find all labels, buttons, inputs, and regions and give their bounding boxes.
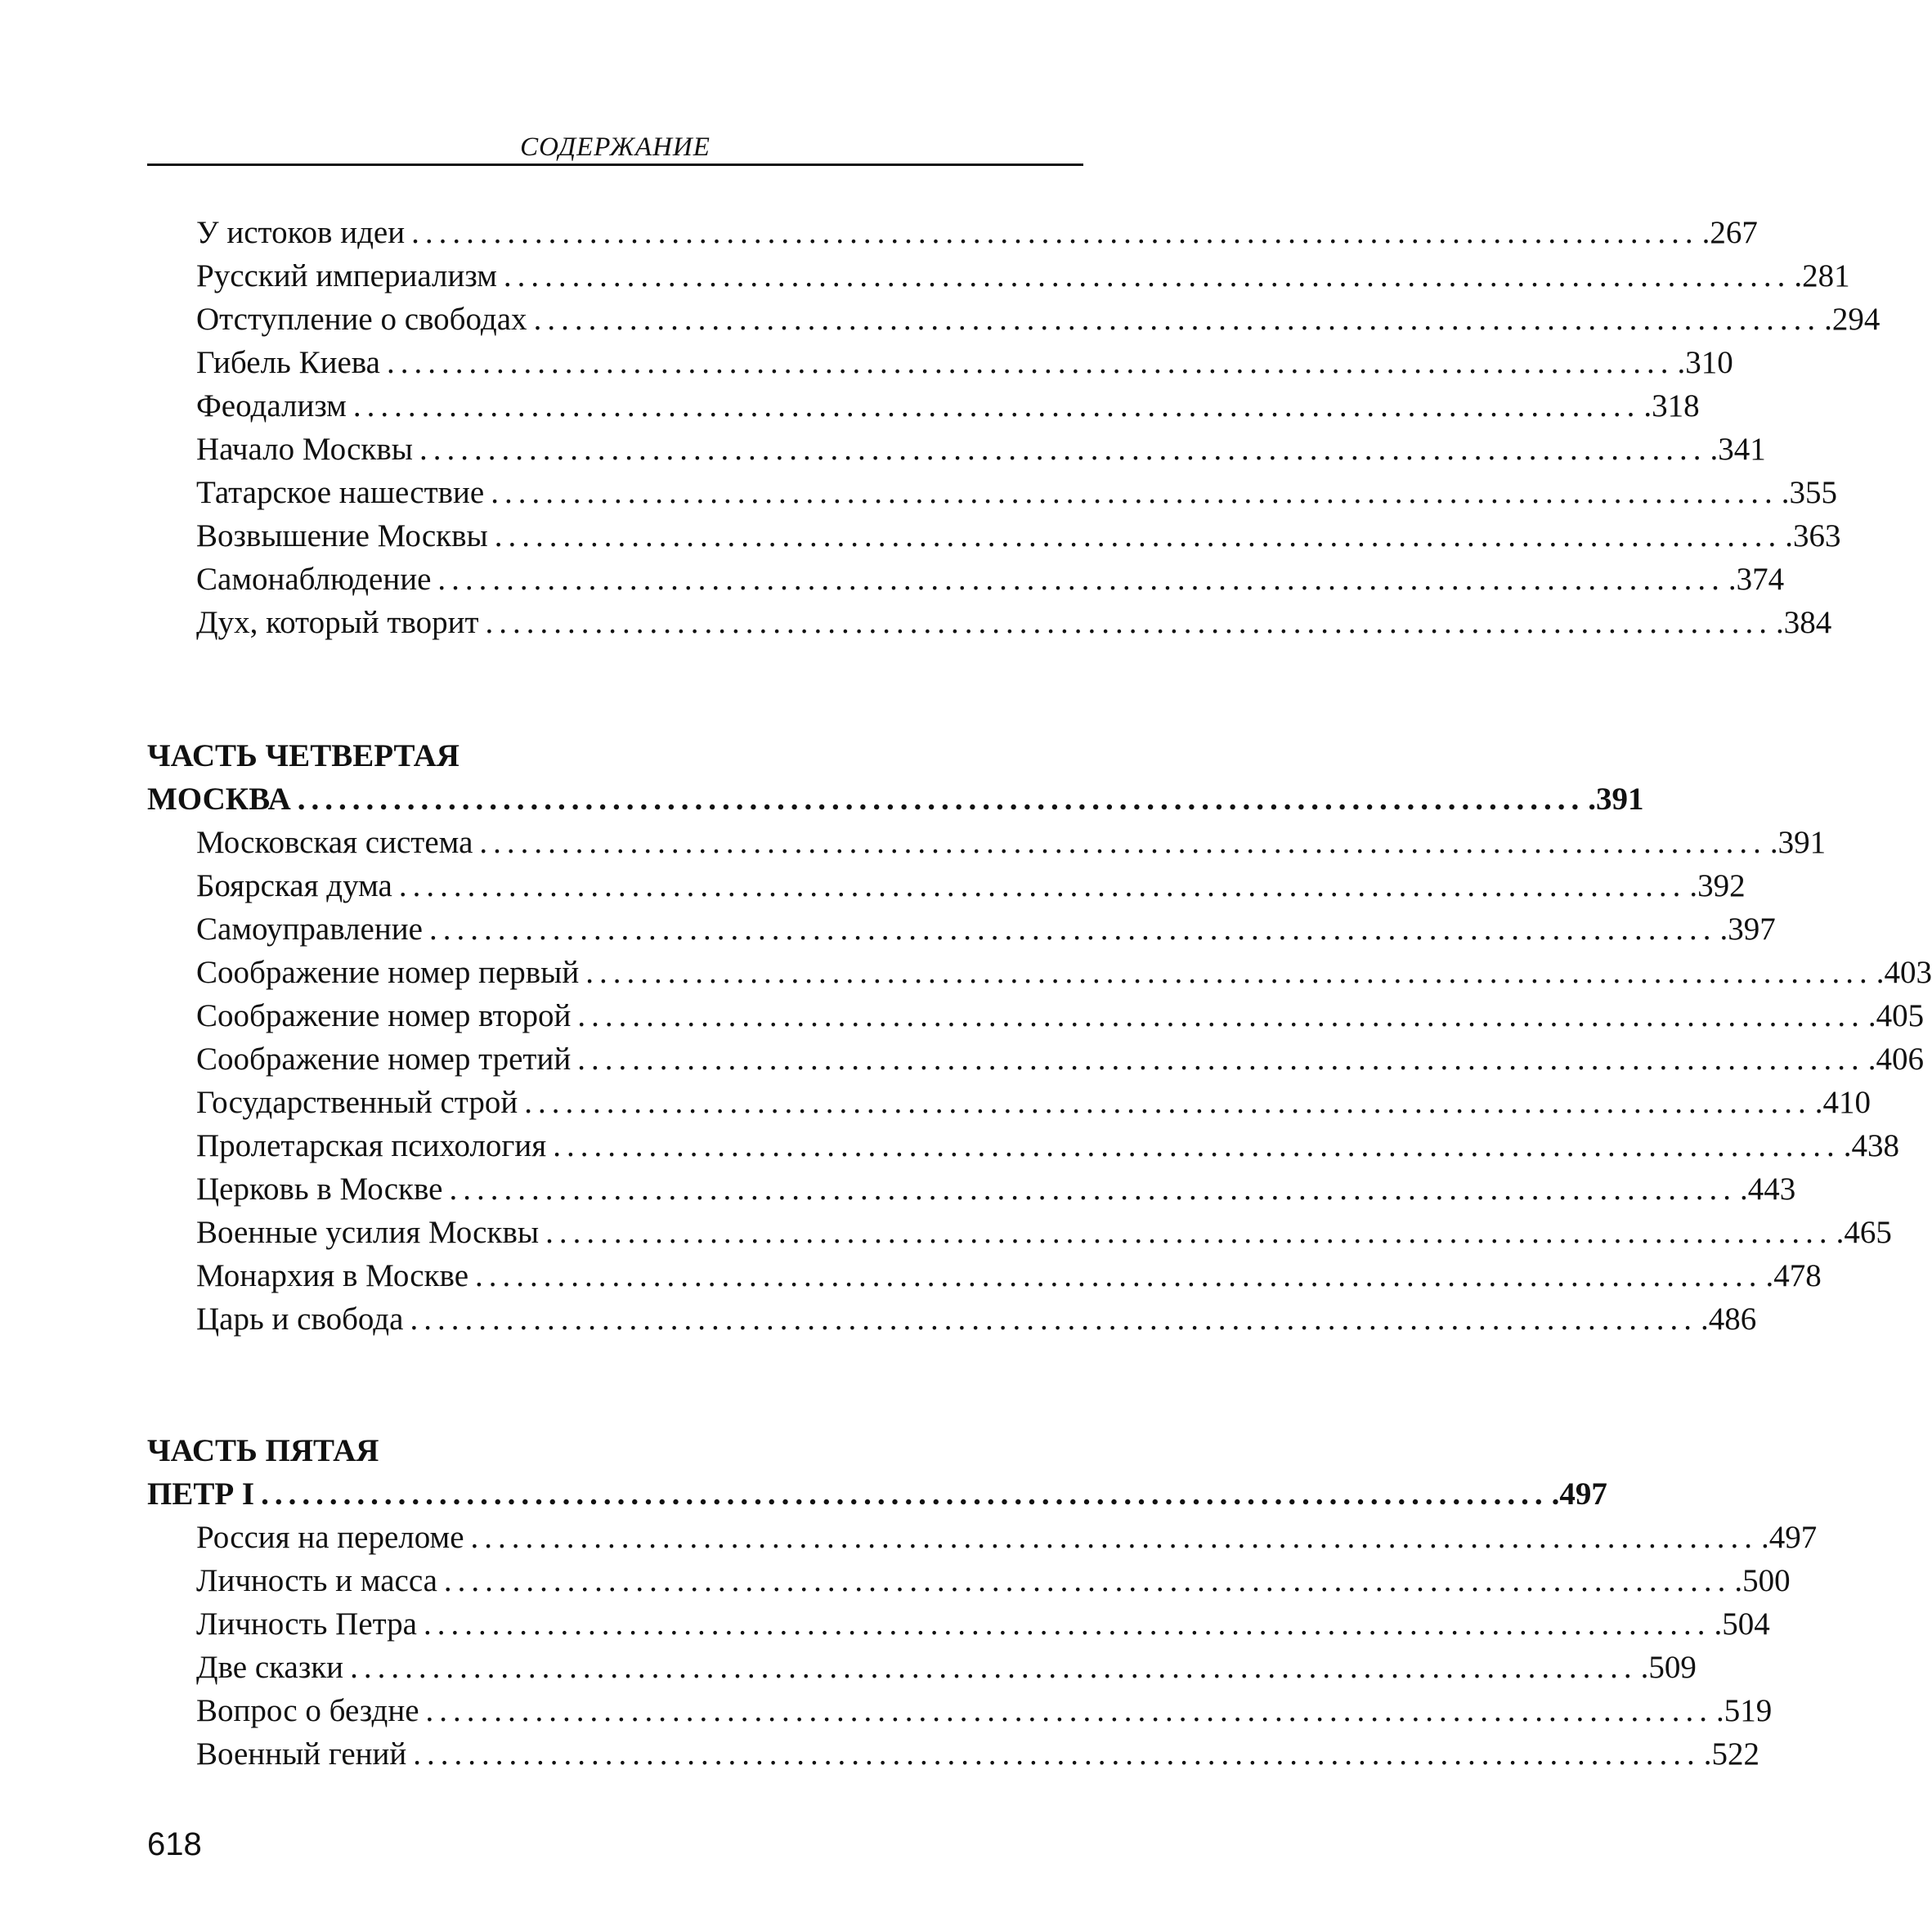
toc-entry: Начало Москвы .............................................................................................. .341 <box>196 432 1766 467</box>
toc-entry: Церковь в Москве .............................................................................................. .443 <box>196 1172 1796 1207</box>
toc-entry: Личность Петра .............................................................................................. .504 <box>196 1606 1770 1642</box>
toc-entry: Гибель Киева .............................................................................................. .310 <box>196 345 1733 380</box>
toc-entry: Соображение номер третий .............................................................................................. .406 <box>196 1042 1924 1077</box>
page-number: 618 <box>147 1826 202 1862</box>
toc-entry: Государственный строй .............................................................................................. .410 <box>196 1085 1871 1120</box>
running-head: СОДЕРЖАНИЕ <box>147 131 1083 166</box>
toc-entry: Татарское нашествие .............................................................................................. .355 <box>196 475 1837 510</box>
toc-entry: Русский империализм .............................................................................................. .281 <box>196 258 1850 293</box>
part-heading: ЧАСТЬ ПЯТАЯ <box>147 1433 379 1468</box>
toc-entry: Соображение номер первый .............................................................................................. .403 <box>196 955 1932 990</box>
toc-entry: Две сказки .............................................................................................. .509 <box>196 1650 1697 1685</box>
toc-entry: Боярская дума .............................................................................................. .392 <box>196 868 1746 903</box>
toc-entry: Пролетарская психология .............................................................................................. .438 <box>196 1128 1899 1163</box>
toc-chapter-entry: МОСКВА .............................................................................................. .391 <box>147 782 1644 817</box>
toc-entry: Самоуправление .............................................................................................. .397 <box>196 912 1776 947</box>
toc-entry: Феодализм .............................................................................................. .318 <box>196 388 1700 423</box>
toc-entry: Вопрос о бездне .............................................................................................. .519 <box>196 1693 1773 1728</box>
toc-section-continued <box>147 211 1880 644</box>
toc-entry: Самонаблюдение .............................................................................................. .374 <box>196 562 1785 597</box>
toc-chapter-entry: ПЕТР I .............................................................................................. .497 <box>147 1476 1607 1512</box>
toc-entry: Россия на переломе .............................................................................................. .497 <box>196 1520 1818 1555</box>
toc-entry: Царь и свобода .............................................................................................. .486 <box>196 1302 1757 1337</box>
toc-entry: У истоков идеи .............................................................................................. .267 <box>196 215 1758 250</box>
toc-part-five <box>147 1429 1818 1776</box>
toc-entry: Военные усилия Москвы .............................................................................................. .465 <box>196 1215 1892 1250</box>
toc-entry: Московская система .............................................................................................. .391 <box>196 825 1827 860</box>
toc-entry: Личность и масса .............................................................................................. .500 <box>196 1563 1791 1598</box>
toc-part-four <box>147 734 1932 1341</box>
toc-entry: Отступление о свободах .............................................................................................. .294 <box>196 302 1880 337</box>
part-heading: ЧАСТЬ ЧЕТВЕРТАЯ <box>147 738 459 773</box>
toc-entry: Соображение номер второй .............................................................................................. .405 <box>196 998 1925 1033</box>
toc-entry: Монархия в Москве .............................................................................................. .478 <box>196 1258 1822 1293</box>
toc-entry: Военный гений .............................................................................................. .522 <box>196 1736 1760 1772</box>
toc-entry: Дух, который творит .............................................................................................. .384 <box>196 605 1832 640</box>
toc-entry: Возвышение Москвы .............................................................................................. .363 <box>196 518 1841 553</box>
